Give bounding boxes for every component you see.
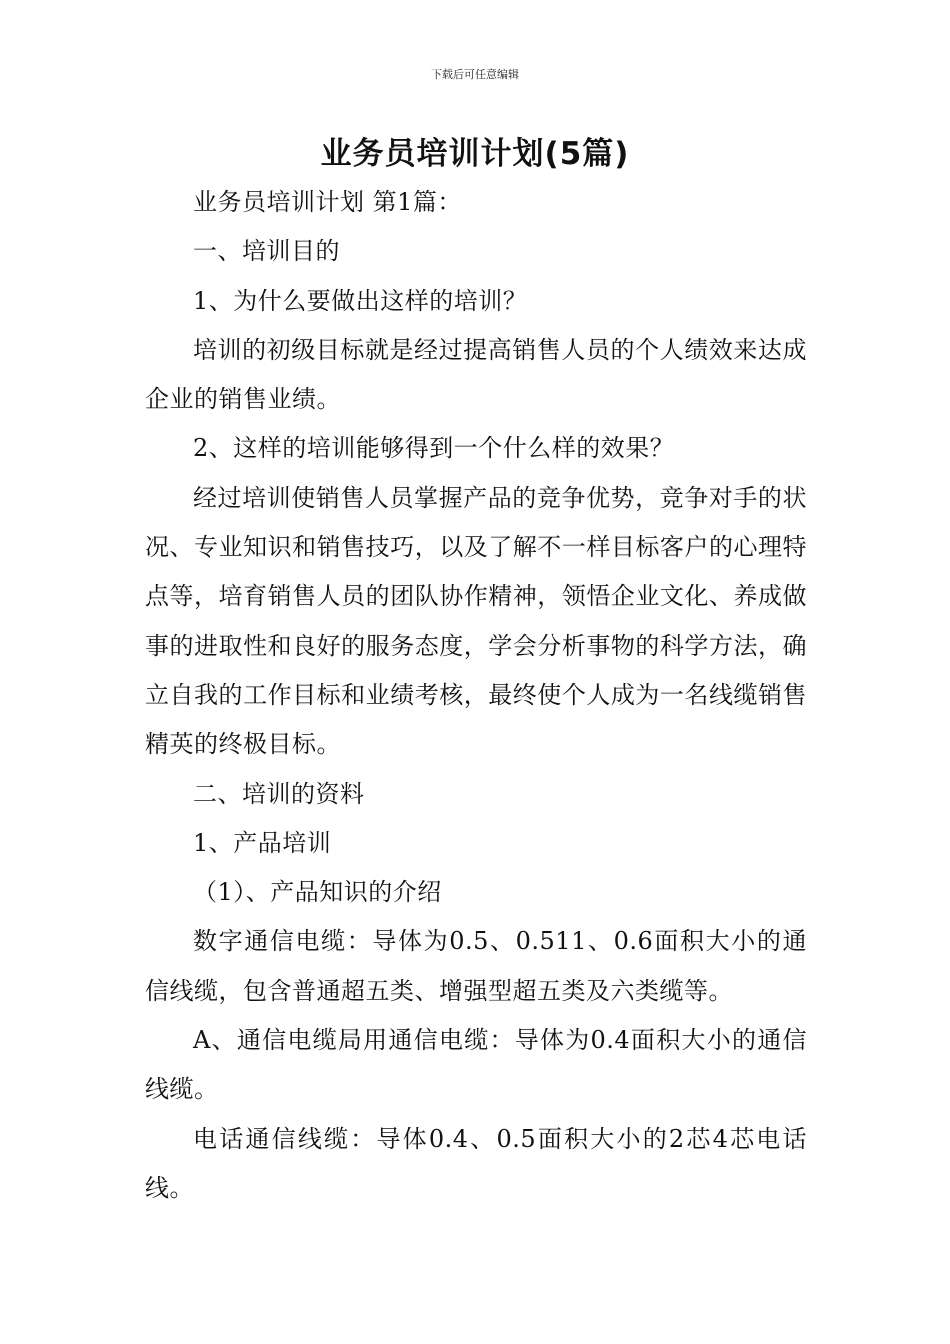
- paragraph-section-2-heading: 二、培训的资料: [193, 779, 365, 808]
- paragraph-answer-2: 经过培训使销售人员掌握产品的竞争优势，竞争对手的状况、专业知识和销售技巧，以及了解不一样目标客户的心理特点等，培育销售人员的团队协作精神，领悟企业文化、养成做事的进取性和良好的服务态度，学会分析事物的科学方法，确立自我的工作目标和业绩考核，最终使个人成为一名线缆销售精英的终极目标。: [145, 483, 807, 759]
- document-body: [145, 178, 807, 1213]
- header-note: 下载后可任意编辑: [431, 68, 519, 81]
- paragraph-question-2: 2、这样的培训能够得到一个什么样的效果？: [193, 434, 675, 463]
- paragraph-office-cable: A、通信电缆局用通信电缆：导体为0.4面积大小的通信线缆。: [145, 1026, 807, 1104]
- paragraph-product-knowledge: （1）、产品知识的介绍: [193, 878, 442, 907]
- document-title: 业务员培训计划(5篇): [320, 136, 630, 172]
- paragraph-question-1: 1、为什么要做出这样的培训？: [193, 286, 528, 315]
- paragraph-section-1-heading: 一、培训目的: [193, 237, 340, 266]
- paragraph-answer-1: 培训的初级目标就是经过提高销售人员的个人绩效来达成企业的销售业绩。: [145, 335, 807, 414]
- paragraph-subtitle: 业务员培训计划 第1篇：: [193, 188, 462, 216]
- paragraph-product-training: 1、产品培训: [193, 828, 332, 857]
- paragraph-phone-cable: 电话通信线缆：导体0.4、0.5面积大小的2芯4芯电话线。: [145, 1124, 807, 1202]
- paragraph-digital-cable: 数字通信电缆：导体为0.5、0.511、0.6面积大小的通信线缆，包含普通超五类、增强型超五类及六类缆等。: [145, 927, 807, 1005]
